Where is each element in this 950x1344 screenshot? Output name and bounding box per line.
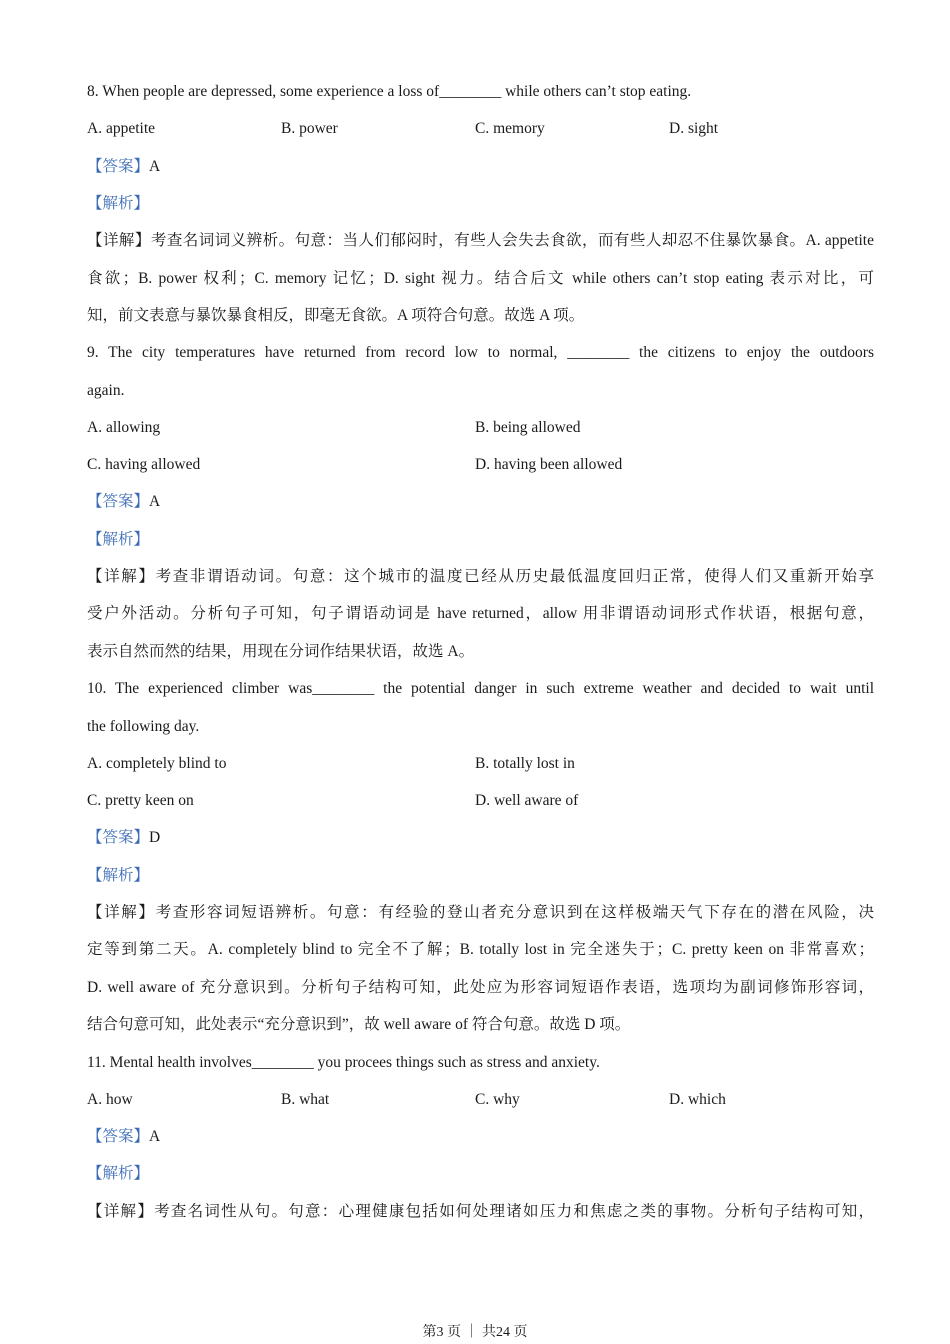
- q9-option-a: A. allowing: [87, 419, 161, 436]
- answer-value: A: [149, 158, 161, 175]
- q11-option-b: B. what: [281, 1091, 330, 1108]
- answer-value: A: [149, 493, 161, 510]
- q10-option-b: B. totally lost in: [475, 755, 575, 772]
- q10-detail-line: 定等到第二天。A. completely blind to 完全不了解；B. totally lost in 完全迷失于；C. pretty keen on 非常喜欢；: [87, 941, 874, 958]
- q10-stem-line: the following day.: [87, 718, 200, 735]
- q11-option-c: C. why: [475, 1091, 520, 1108]
- answer-tag: 【答案】: [87, 829, 150, 846]
- q9-option-c: C. having allowed: [87, 456, 201, 473]
- q8-detail-line: 食欲；B. power 权利；C. memory 记忆；D. sight 视力。结合后文 while others can’t stop eating 表示对比，可: [87, 270, 874, 287]
- q9-option-b: B. being allowed: [475, 419, 581, 436]
- q9-detail-line: 受户外活动。分析句子可知，句子谓语动词是 have returned，allow 用非谓语动词形式作状语，根据句意，: [87, 605, 874, 622]
- q11-answer: [87, 1127, 160, 1147]
- answer-tag: 【答案】: [87, 493, 150, 510]
- q9-answer: [87, 492, 160, 512]
- q11-detail-line: 【详解】考查名词性从句。句意：心理健康包括如何处理诸如压力和焦虑之类的事物。分析句子结构可知，: [87, 1203, 874, 1220]
- page-footer: 第3 页 ｜ 共24 页: [422, 1325, 528, 1340]
- q10-option-c: C. pretty keen on: [87, 792, 194, 809]
- q10-stem-line: 10. The experienced climber was________ the potential danger in such extreme weather and decided to wait until: [87, 680, 874, 697]
- q9-option-d: D. having been allowed: [475, 456, 623, 473]
- q10-option-a: A. completely blind to: [87, 755, 227, 772]
- q9-stem-line: 9. The city temperatures have returned from record low to normal, ________ the citizens to enjoy the outdoors: [87, 344, 874, 361]
- q8-option-b: B. power: [281, 120, 338, 137]
- q10-answer: [87, 828, 160, 848]
- q8-stem: 8. When people are depressed, some experience a loss of________ while others can’t stop eating.: [87, 83, 692, 100]
- q8-analysis-heading: 【解析】: [87, 195, 150, 212]
- q9-stem-line: again.: [87, 382, 125, 399]
- q10-detail-line: 【详解】考查形容词短语辨析。句意：有经验的登山者充分意识到在这样极端天气下存在的潜在风险，决: [87, 904, 874, 921]
- q11-option-a: A. how: [87, 1091, 133, 1108]
- q8-option-a: A. appetite: [87, 120, 156, 137]
- q10-option-d: D. well aware of: [475, 792, 579, 809]
- q8-option-d: D. sight: [669, 120, 719, 137]
- q10-analysis-heading: 【解析】: [87, 867, 150, 884]
- q11-analysis-heading: 【解析】: [87, 1165, 150, 1182]
- q9-analysis-heading: 【解析】: [87, 531, 150, 548]
- q10-detail-line: D. well aware of 充分意识到。分析句子结构可知，此处应为形容词短语作表语，选项均为副词修饰形容词，: [87, 979, 874, 996]
- answer-tag: 【答案】: [87, 1128, 150, 1145]
- answer-tag: 【答案】: [87, 158, 150, 175]
- q9-detail-line: 表示自然而然的结果，用现在分词作结果状语，故选 A。: [87, 643, 475, 660]
- q8-detail-line: 【详解】考查名词词义辨析。句意：当人们郁闷时，有些人会失去食欲，而有些人却忍不住暴饮暴食。A. appetite: [87, 232, 874, 249]
- q11-stem: 11. Mental health involves________ you procees things such as stress and anxiety.: [87, 1054, 600, 1071]
- answer-value: A: [149, 1128, 161, 1145]
- q8-option-c: C. memory: [475, 120, 545, 137]
- q11-option-d: D. which: [669, 1091, 726, 1108]
- q8-detail-line: 知，前文表意与暴饮暴食相反，即毫无食欲。A 项符合句意。故选 A 项。: [87, 307, 585, 324]
- q8-answer: [87, 157, 160, 177]
- answer-value: D: [149, 829, 161, 846]
- q9-detail-line: 【详解】考查非谓语动词。句意：这个城市的温度已经从历史最低温度回归正常，使得人们又重新开始享: [87, 568, 874, 585]
- q10-detail-line: 结合句意可知，此处表示“充分意识到”，故 well aware of 符合句意。故选 D 项。: [87, 1016, 631, 1033]
